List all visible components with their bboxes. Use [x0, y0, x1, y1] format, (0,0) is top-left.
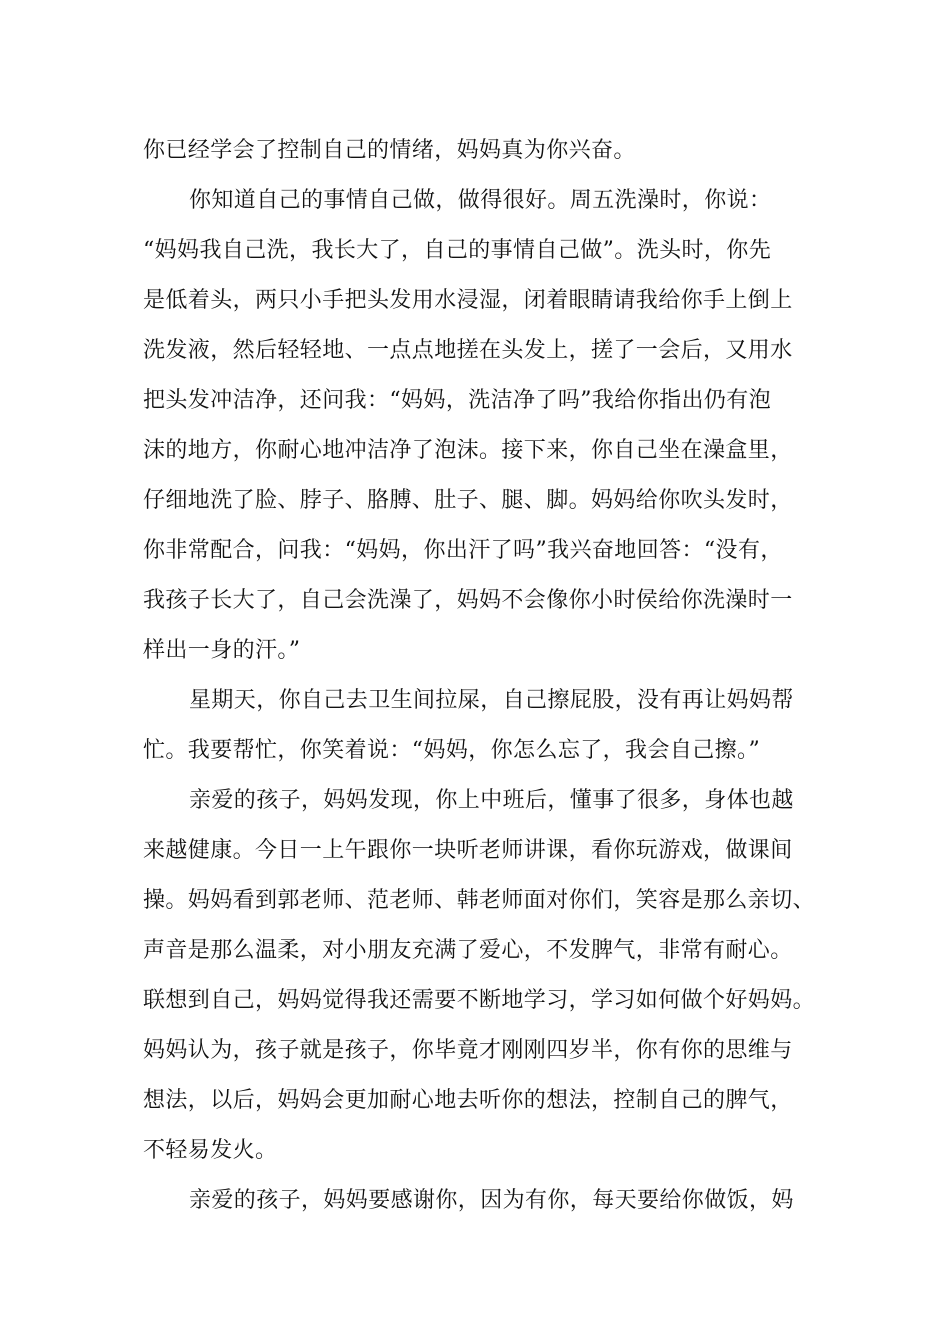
text-line-2: 你知道自己的事情自己做，做得很好。周五洗澡时，你说：: [189, 188, 772, 213]
text-line-10: 我孩子长大了，自己会洗澡了，妈妈不会像你小时侯给你洗澡时一: [143, 588, 793, 613]
text-line-13: 忙。我要帮忙，你笑着说：“妈妈，你怎么忘了，我会自己擦。”: [143, 738, 761, 763]
text-line-22: 亲爱的孩子，妈妈要感谢你，因为有你，每天要给你做饭，妈: [189, 1188, 794, 1213]
text-line-9: 你非常配合，问我：“妈妈，你出汗了吗”我兴奋地回答：“没有，: [143, 538, 783, 563]
body-text: [143, 126, 833, 1226]
text-line-1: 你已经学会了控制自己的情绪，妈妈真为你兴奋。: [143, 138, 636, 163]
text-line-15: 来越健康。今日一上午跟你一块听老师讲课，看你玩游戏，做课间: [143, 838, 793, 863]
text-line-7: 沫的地方，你耐心地冲洁净了泡沫。接下来，你自己坐在澡盒里，: [143, 438, 793, 463]
text-line-21: 不轻易发火。: [143, 1138, 278, 1163]
text-line-14: 亲爱的孩子，妈妈发现，你上中班后，懂事了很多，身体也越: [189, 788, 794, 813]
text-line-8: 仔细地洗了脸、脖子、胳膊、肚子、腿、脚。妈妈给你吹头发时，: [143, 488, 793, 513]
text-line-16: 操。妈妈看到郭老师、范老师、韩老师面对你们，笑容是那么亲切、: [143, 888, 816, 913]
text-line-12: 星期天，你自己去卫生间拉屎，自己擦屁股，没有再让妈妈帮: [189, 688, 794, 713]
text-line-17: 声音是那么温柔，对小朋友充满了爱心，不发脾气，非常有耐心。: [143, 938, 793, 963]
text-line-19: 妈妈认为，孩子就是孩子，你毕竟才刚刚四岁半，你有你的思维与: [143, 1038, 793, 1063]
text-line-4: 是低着头，两只小手把头发用水浸湿，闭着眼睛请我给你手上倒上: [143, 288, 793, 313]
text-line-5: 洗发液，然后轻轻地、一点点地搓在头发上，搓了一会后，又用水: [143, 338, 793, 363]
text-line-3: “妈妈我自己洗，我长大了，自己的事情自己做”。洗头时，你先: [143, 238, 772, 263]
text-line-20: 想法，以后，妈妈会更加耐心地去听你的想法，控制自己的脾气，: [143, 1088, 793, 1113]
text-line-18: 联想到自己，妈妈觉得我还需要不断地学习，学习如何做个好妈妈。: [143, 988, 816, 1013]
text-line-11: 样出一身的汗。”: [143, 638, 301, 663]
text-line-6: 把头发冲洁净，还问我：“妈妈，洗洁净了吗”我给你指出仍有泡: [143, 388, 772, 413]
